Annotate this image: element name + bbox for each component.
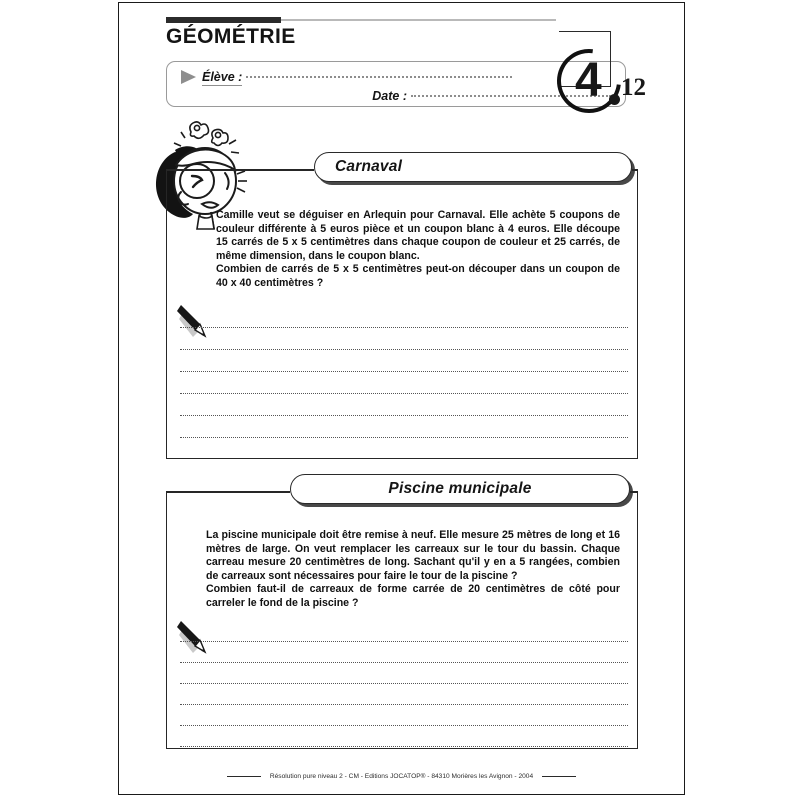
exercise-number-badge xyxy=(551,31,651,119)
student-name-input[interactable] xyxy=(246,76,512,78)
student-name-row xyxy=(181,70,611,84)
exercise-2-title-pill xyxy=(290,474,630,504)
answer-line[interactable] xyxy=(180,662,628,663)
page-footer xyxy=(119,773,684,780)
exercise-2-statement xyxy=(206,529,620,611)
answer-line[interactable] xyxy=(180,393,628,394)
answer-line[interactable] xyxy=(180,371,628,372)
footer-rule-left xyxy=(227,776,261,777)
exercise-2-answer-lines[interactable] xyxy=(180,641,628,747)
exercise-block-1 xyxy=(166,158,638,459)
badge-separator-dot xyxy=(609,94,620,105)
answer-line[interactable] xyxy=(180,704,628,705)
date-label: Date : xyxy=(372,89,407,103)
exercise-1-statement xyxy=(216,209,620,291)
answer-line[interactable] xyxy=(180,683,628,684)
answer-line[interactable] xyxy=(180,746,628,747)
header-rule-light-segment xyxy=(281,19,556,21)
exercise-1-paragraph-1: Camille veut se déguiser en Arlequin pour Carnaval. Elle achète 5 coupons de couleur différente à 5 euros pièce et un coupon blanc à 4 euros. Elle découpe 15 carrés de 5 x 5 centimètres dans chaque coupon de couleur et 25 carrés, de même dimension, dans le coupon blanc. xyxy=(216,209,620,262)
exercise-2-paragraph-1: La piscine municipale doit être remise à neuf. Elle mesure 25 mètres de long et 16 mètres de large. On veut remplacer les carreaux sur le tour du bassin. Chaque carreau mesure 20 centimètres de long. Sachant qu'il y en a 5 rangées, combien de carreaux sont nécessaires pour faire le tour de la piscine ? xyxy=(206,529,620,582)
footer-text: Résolution pure niveau 2 - CM - Editions JOCATOP® - 84310 Morières les Avignon - 2004 xyxy=(269,773,534,780)
footer-rule-right xyxy=(542,776,576,777)
page-title: GÉOMÉTRIE xyxy=(166,25,296,48)
exercise-1-top-border-left xyxy=(166,169,314,171)
answer-line[interactable] xyxy=(180,725,628,726)
exercise-block-2 xyxy=(166,480,638,749)
exercise-2-title: Piscine municipale xyxy=(388,480,532,497)
answer-line[interactable] xyxy=(180,327,628,328)
exercise-2-top-border-left xyxy=(166,491,290,493)
exercise-1-title: Carnaval xyxy=(335,158,403,175)
badge-exercise-number: 12 xyxy=(621,74,646,101)
answer-line[interactable] xyxy=(180,437,628,438)
answer-line[interactable] xyxy=(180,641,628,642)
answer-line[interactable] xyxy=(180,415,628,416)
answer-line[interactable] xyxy=(180,349,628,350)
worksheet-page xyxy=(118,2,685,795)
play-triangle-icon xyxy=(181,70,196,84)
exercise-1-title-pill xyxy=(314,152,632,182)
student-label: Élève : xyxy=(202,70,243,84)
exercise-1-paragraph-2: Combien de carrés de 5 x 5 centimètres peut-on découper dans un coupon de 40 x 40 centimètres ? xyxy=(216,263,620,289)
exercise-2-top-border-right xyxy=(630,491,638,493)
header-rule xyxy=(166,17,556,21)
exercise-2-paragraph-2: Combien faut-il de carreaux de forme carrée de 20 centimètres de côté pour carreler le fond de la piscine ? xyxy=(206,583,620,609)
header-rule-dark-segment xyxy=(166,17,281,23)
badge-chapter-number: 4 xyxy=(575,54,602,107)
exercise-1-top-border-right xyxy=(632,169,638,171)
date-row xyxy=(181,89,611,103)
exercise-1-answer-lines[interactable] xyxy=(180,327,628,438)
